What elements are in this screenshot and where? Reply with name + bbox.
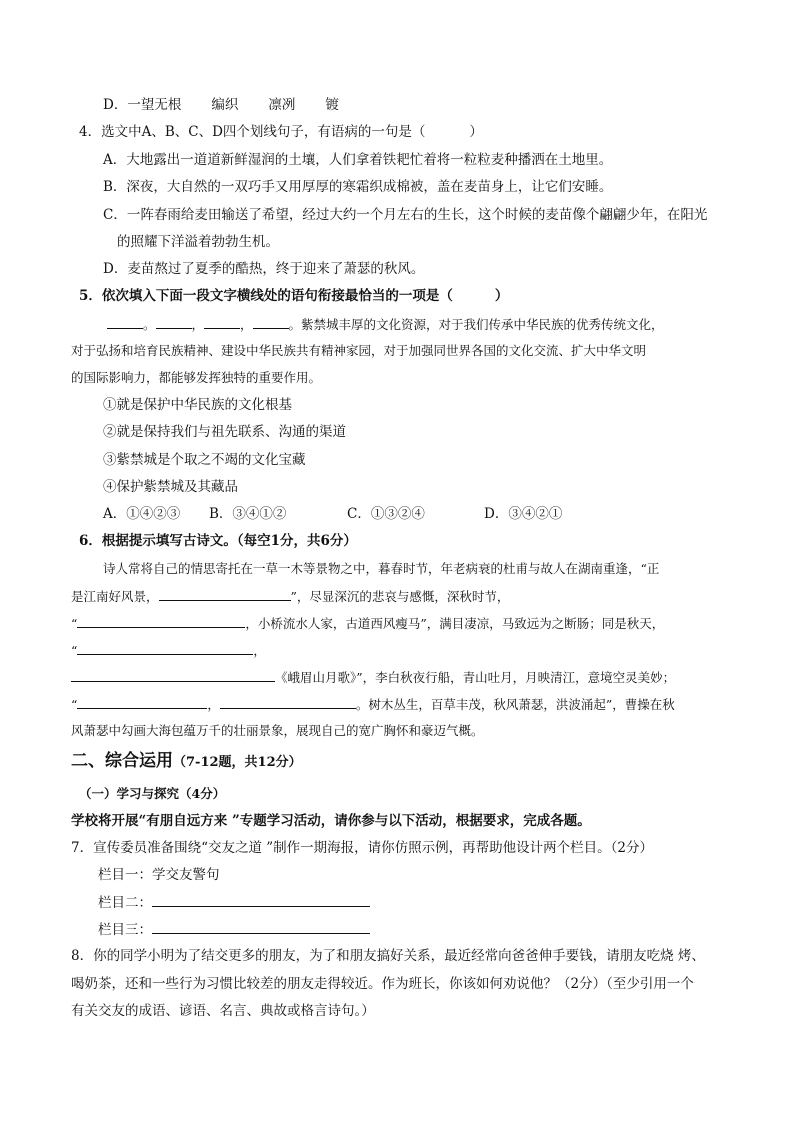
q5-blank-2[interactable]: [156, 315, 192, 329]
section2-heading: [71, 750, 302, 774]
q5-sep1: 。: [143, 317, 156, 332]
q5-stem: [79, 287, 508, 305]
q3-option-d: [103, 96, 339, 114]
q5-paren-close: ）: [494, 288, 509, 304]
q4-option-c-line1: C．一阵春雨给麦田输送了希望，经过大约一个月左右的生长，这个时候的麦苗像个翩翩少年，在阳光: [103, 207, 708, 223]
q6-line6-quote: “: [71, 697, 78, 712]
q5-option-d: D．③④②①: [484, 506, 563, 522]
q6-line5-tail: 《峨眉山月歌》”，李白秋夜行船，青山吐月，月映清江，意境空灵美妙；: [275, 670, 676, 685]
q4-stem: [79, 123, 483, 141]
q6-blank-4[interactable]: [71, 668, 275, 682]
q4-option-c-line2: 的照耀下洋溢着勃勃生机。: [117, 234, 279, 250]
q7-column-3-label: 栏目三：: [98, 922, 152, 938]
q6-line3-quote: “: [71, 616, 78, 631]
part1-intro: 学校将开展“有朋自远方来 ”专题学习活动，请你参与以下活动，根据要求，完成各题。: [71, 813, 591, 829]
q5-sep3: ，: [240, 317, 253, 332]
q6-line3-tail: ，小桥流水人家，古道西风瘦马”，满目凄凉，马致远为之断肠；同是秋天，: [245, 616, 665, 631]
q7-column-3: [98, 920, 370, 939]
q6-line6-tail: 。树木丛生，百草丰茂，秋风萧瑟，洪波涌起”，曹操在秋: [355, 697, 675, 712]
q6-line4-comma: ，: [253, 643, 266, 658]
q4-option-d: D．麦苗熬过了夏季的酷热，终于迎来了萧瑟的秋风。: [103, 261, 425, 277]
q6-line7: 风萧瑟中勾画大海包蕴万千的壮丽景象，展现自己的宽广胸怀和豪迈气概。: [71, 723, 484, 738]
q7-blank-2[interactable]: [152, 893, 370, 907]
q5-blank-4[interactable]: [253, 315, 289, 329]
q7-stem: 7．宣传委员准备围绕“交友之道 ”制作一期海报，请你仿照示例，再帮助他设计两个栏目。（2分）: [71, 840, 654, 856]
q6-blank-2[interactable]: [77, 614, 245, 628]
section2-subtitle: （7-12题，共12分）: [173, 755, 302, 770]
q8-line1: 8．你的同学小明为了结交更多的朋友，为了和朋友搞好关系，最近经常向爸爸伸手要钱，请朋友吃烧 烤、: [71, 948, 705, 964]
q5-option-c: C．①③②④: [347, 506, 425, 522]
q6-line2: [71, 587, 509, 606]
q6-line6: [71, 695, 675, 714]
q6-line3: [71, 614, 664, 633]
q5-passage-tail: 。紫禁城丰厚的文化资源，对于我们传承中华民族的优秀传统文化，: [288, 317, 664, 332]
q7-column-1: 栏目一：学交友警句: [98, 867, 220, 883]
q5-sentence-3: ③紫禁城是个取之不竭的文化宝藏: [103, 452, 306, 468]
q5-passage-line2: 对于弘扬和培育民族精神、建设中华民族共有精神家园，对于加强同世界各国的文化交流、扩大中华文明: [71, 343, 647, 358]
q6-line4-quote: “: [71, 643, 78, 658]
q6-blank-3[interactable]: [77, 641, 253, 655]
q6-line4: [71, 641, 266, 660]
q6-line5: [71, 668, 675, 687]
q4-stem-text: 4．选文中A、B、C、D四个划线句子，有语病的一句是（: [79, 124, 426, 140]
q5-sentence-2: ②就是保持我们与祖先联系、沟通的渠道: [103, 424, 346, 440]
q3d-word3: 凛冽: [268, 97, 296, 113]
q5-option-a: A．①④②③: [103, 506, 181, 522]
section2-title: 二、综合运用: [71, 751, 173, 771]
q4-paren-close: ）: [469, 124, 483, 140]
q5-sep2: ，: [191, 317, 205, 332]
q5-sentence-4: ④保护紫禁城及其藏品: [103, 479, 238, 495]
q6-blank-1[interactable]: [159, 587, 291, 601]
q7-column-2-label: 栏目二：: [98, 895, 152, 911]
q8-line2: 喝奶茶，还和一些行为习惯比较差的朋友走得较近。作为班长，你该如何劝说他？（2分）（至少引用一个: [71, 976, 694, 992]
q6-line1: 诗人常将自己的情思寄托在一草一木等景物之中，暮春时节，年老病衰的杜甫与故人在湖南重逢，“正: [103, 561, 660, 576]
q8-line3: 有关交友的成语、谚语、名言、典故或格言诗句。）: [71, 1003, 375, 1019]
q6-blank-5[interactable]: [77, 695, 207, 709]
q3d-label: D．一望无根: [103, 97, 182, 113]
q6-line6-comma: ，: [207, 697, 220, 712]
q5-passage-line3: 的国际影响力，都能够发挥独特的重要作用。: [71, 370, 322, 385]
q6-line2-tail: ”，尽显深沉的悲哀与感慨，深秋时节，: [290, 589, 510, 604]
q5-blank-1[interactable]: [107, 315, 143, 329]
q5-sentence-1: ①就是保护中华民族的文化根基: [103, 397, 292, 413]
q3d-word2: 编织: [211, 97, 239, 113]
q5-stem-text: 5．依次填入下面一段文字横线处的语句衔接最恰当的一项是（: [79, 288, 453, 304]
q6-line2-head: 是江南好风景，: [71, 589, 159, 604]
q4-option-a: A．大地露出一道道新鲜湿润的土壤，人们拿着铁耙忙着将一粒粒麦种播洒在土地里。: [103, 152, 613, 168]
q3d-word4: 镀: [325, 97, 339, 113]
q5-passage-line1: [107, 315, 664, 334]
q6-stem: 6．根据提示填写古诗文。（每空1分，共6分）: [79, 533, 357, 549]
q4-option-b: B．深夜，大自然的一双巧手又用厚厚的寒霜织成棉被，盖在麦苗身上，让它们安睡。: [103, 179, 613, 195]
part1-title: （一）学习与探究（4分）: [79, 786, 226, 801]
q5-option-b: B．③④①②: [209, 506, 287, 522]
q7-column-2: [98, 893, 370, 912]
q5-blank-3[interactable]: [204, 315, 240, 329]
q7-blank-3[interactable]: [152, 920, 370, 934]
q6-blank-6[interactable]: [220, 695, 356, 709]
